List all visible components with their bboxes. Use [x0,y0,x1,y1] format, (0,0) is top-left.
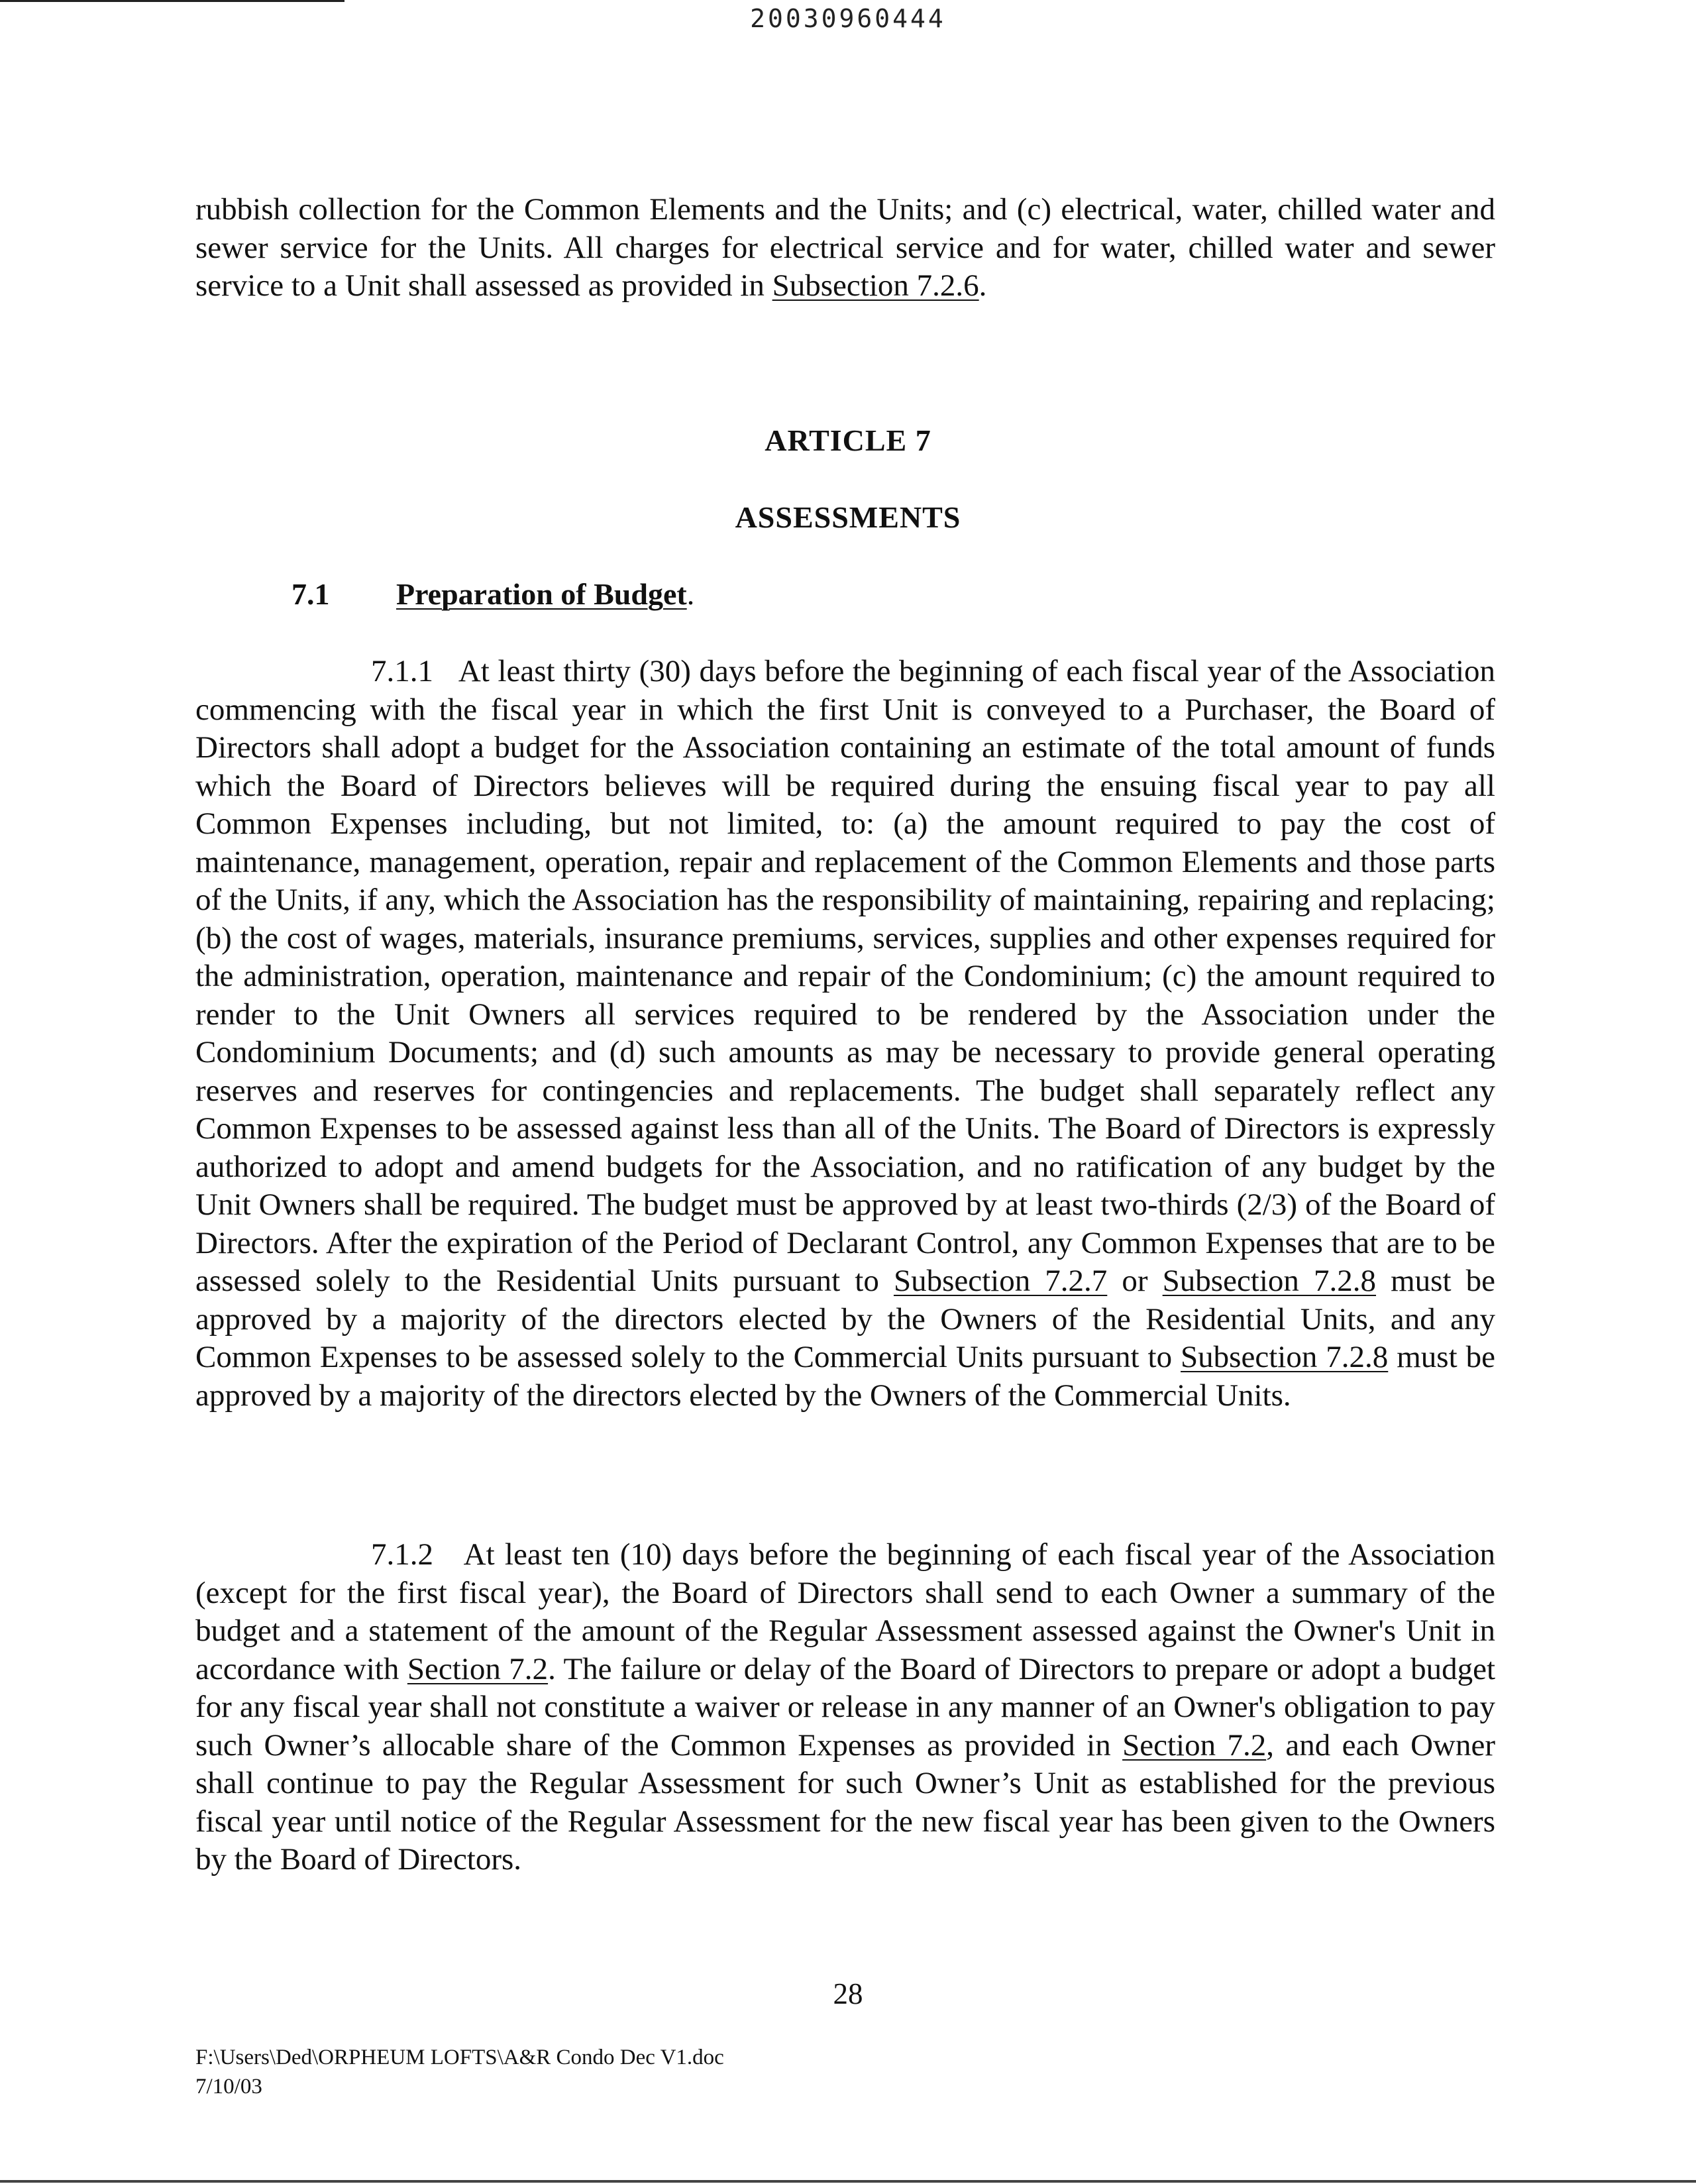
footer-file-path: F:\Users\Ded\ORPHEUM LOFTS\A&R Condo Dec V1.doc [195,2046,724,2069]
article-title: ASSESSMENTS [735,500,961,534]
bottom-rule [0,2180,1696,2183]
subsection-link: Subsection 7.2.8 [1162,1264,1377,1298]
subsection-link: Subsection 7.2.7 [893,1264,1108,1298]
section-title: Preparation of Budget [396,577,687,611]
subsection-link: Subsection 7.2.8 [1181,1340,1389,1374]
section-heading: 7.1 Preparation of Budget. [292,577,695,611]
section-link: Section 7.2 [1122,1727,1267,1763]
section-number: 7.1 [292,577,330,611]
intro-paragraph: rubbish collection for the Common Elements and the Units; and (c) electrical, water, chilled water and sewer service for the Units. All charges for electrical service and for water, chilled water and sewer service to a Unit shall assessed as provided in Subsection 7.2.6. [195,192,1495,303]
paragraph-number: 7.1.1 [371,654,433,688]
paragraph-number: 7.1.2 [371,1537,433,1572]
section-link: Section 7.2 [407,1651,549,1686]
paragraph-7-1-2: 7.1.2 At least ten (10) days before the beginning of each fiscal year of the Association (except for the first fiscal year), the Board of Directors shall send to each Owner a summary of the budget and a statement of the amount of the Regular Assessment assessed against the Owner's Unit in accordance with Section 7.2. The failure or delay of the Board of Directors to prepare or adopt a budget for any fiscal year shall not constitute a waiver or release in any manner of an Owner's obligation to pay such Owner’s allocable share of the Common Expenses as provided in Section 7.2, and each Owner shall continue to pay the Regular Assessment for such Owner’s Unit as established for the previous fiscal year until notice of the Regular Assessment for the new fiscal year has been given to the Owners by the Board of Directors. [195,1537,1496,1877]
footer-date: 7/10/03 [195,2075,262,2099]
subsection-link: Subsection 7.2.6 [772,268,979,303]
document-number: 20030960444 [750,4,946,33]
page-number: 28 [833,1977,863,2010]
article-number: ARTICLE 7 [765,423,931,457]
paragraph-7-1-1: 7.1.1 At least thirty (30) days before the beginning of each fiscal year of the Association commencing with the fiscal year in which the first Unit is conveyed to a Purchaser, the Board of Directors shall adopt a budget for the Association containing an estimate of the total amount of funds which the Board of Directors believes will be required during the ensuing fiscal year to pay all Common Expenses including, but not limited, to: (a) the amount required to pay the cost of maintenance, management, operation, repair and replacement of the Common Elements and those parts of the Units, if any, which the Association has the responsibility of maintaining, repairing and replacing; (b) the cost of wages, materials, insurance premiums, services, supplies and other expenses required for the administration, operation, maintenance and repair of the Condominium; (c) the amount required to render to the Unit Owners all services required to be rendered by the Association under the Condominium Documents; and (d) such amounts as may be necessary to provide general operating reserves and reserves for contingencies and replacements. The budget shall separately reflect any Common Expenses to be assessed against less than all of the Units. The Board of Directors is expressly authorized to adopt and amend budgets for the Association, and no ratification of any budget by the Unit Owners shall be required. The budget must be approved by at least two-thirds (2/3) of the Board of Directors. After the expiration of the Period of Declarant Control, any Common Expenses that are to be assessed solely to the Residential Units pursuant to Subsection 7.2.7 or Subsection 7.2.8 must be approved by a majority of the directors elected by the Owners of the Residential Units, and any Common Expenses to be assessed solely to the Commercial Units pursuant to Subsection 7.2.8 must be approved by a majority of the directors elected by the Owners of the Commercial Units. [195,654,1495,1413]
top-rule [0,0,344,2]
footer [195,2043,724,2101]
